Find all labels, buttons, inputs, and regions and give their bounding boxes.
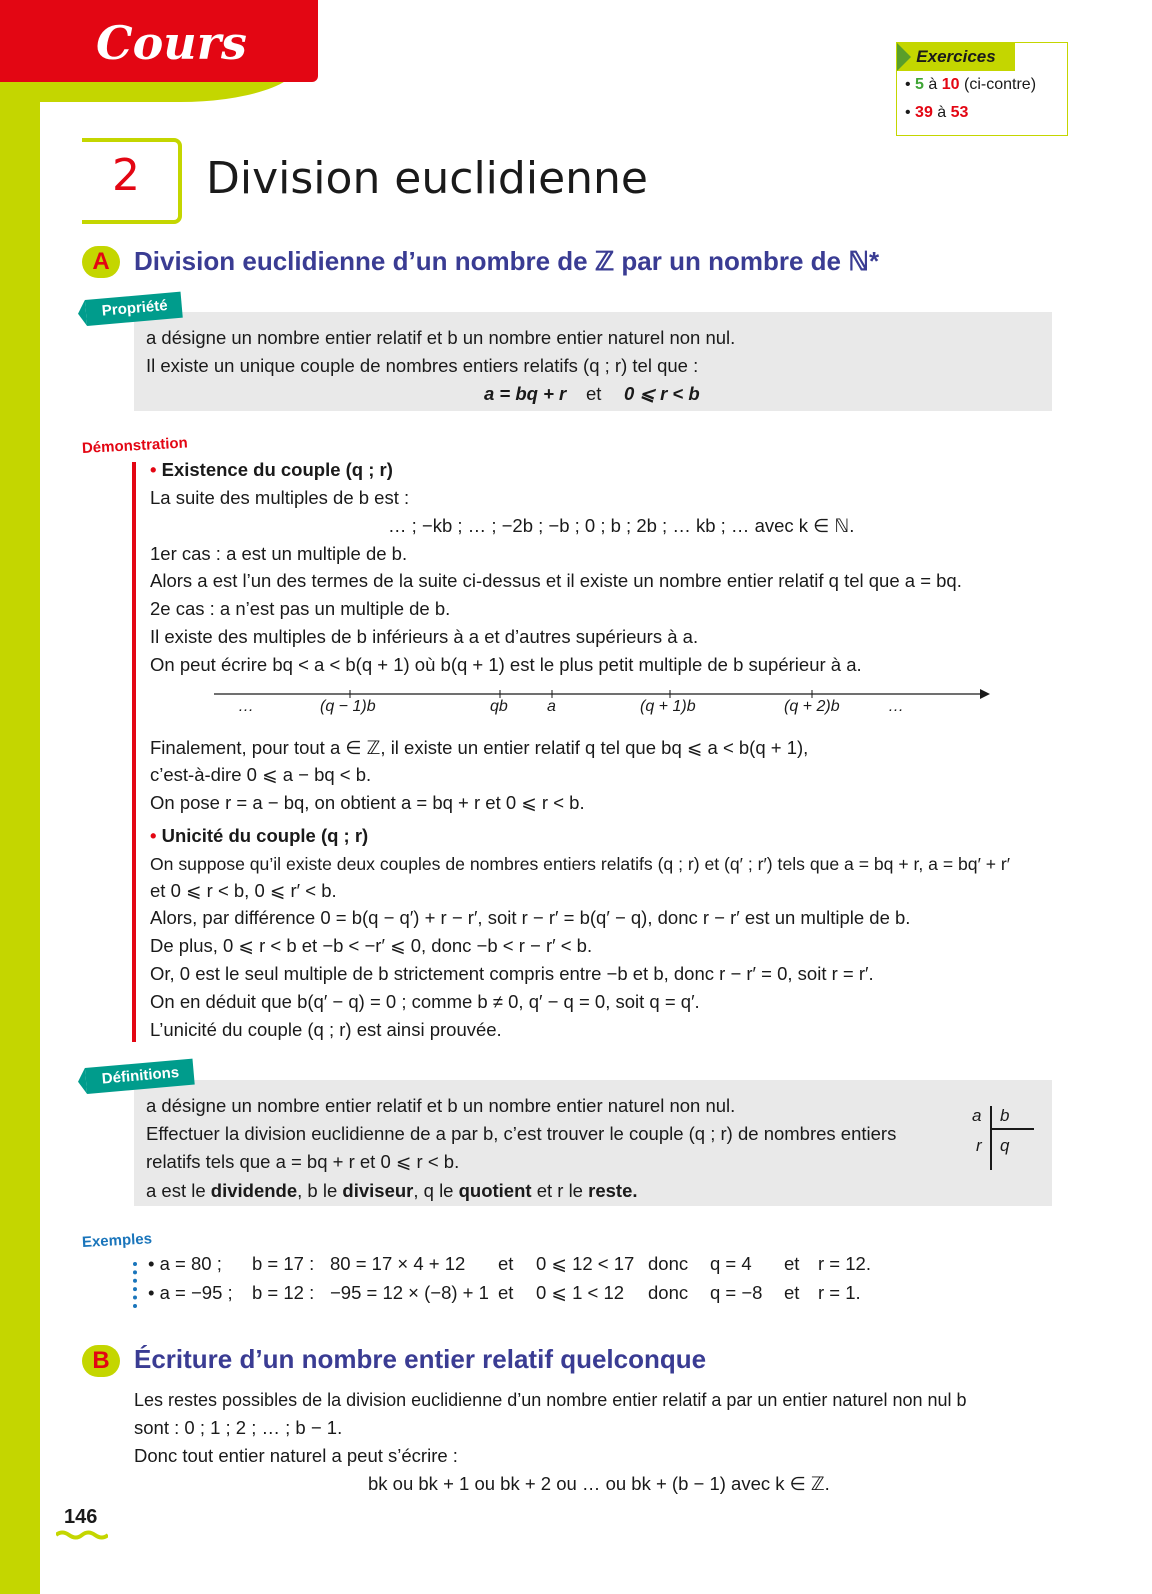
- ex1-et2: et: [784, 1253, 800, 1274]
- propriete-formula-right: 0 ⩽ r < b: [624, 383, 700, 404]
- axis-label-5: (q + 2)b: [784, 698, 840, 715]
- diagram-r: r: [976, 1136, 982, 1155]
- exercices-line-2[interactable]: • 39 à 53: [905, 104, 969, 121]
- part-b-line-3: Donc tout entier naturel a peut s’écrire :: [134, 1445, 458, 1466]
- definitions-line-4: a est le dividende, b le diviseur, q le quotient et r le reste.: [146, 1180, 638, 1201]
- left-margin-bar: [0, 0, 40, 1594]
- demo-line-a1: … ; −kb ; … ; −2b ; −b ; 0 ; b ; 2b ; … kb ; … avec k ∈ ℕ.: [388, 515, 855, 536]
- propriete-formula-mid: et: [586, 383, 602, 404]
- demo-line-c4: Or, 0 est le seul multiple de b strictement compris entre −b et b, donc r − r′ = 0, soit r = r′.: [150, 963, 874, 984]
- definitions-line-1: a désigne un nombre entier relatif et b un nombre entier naturel non nul.: [146, 1095, 736, 1116]
- part-b-line-2: sont : 0 ; 1 ; 2 ; … ; b − 1.: [134, 1417, 343, 1438]
- section-title: Division euclidienne: [206, 153, 648, 204]
- demo-line-a0: La suite des multiples de b est :: [150, 487, 410, 508]
- arrow-icon: [897, 43, 911, 71]
- axis-label-0: …: [238, 698, 254, 715]
- propriete-formula-left: a = bq + r: [484, 383, 567, 404]
- ex2-eq: −95 = 12 × (−8) + 1: [330, 1282, 489, 1303]
- demonstration-bar: [132, 462, 136, 1042]
- part-b-badge: B: [82, 1345, 120, 1377]
- section-number: 2: [112, 150, 140, 201]
- exemples-table: [148, 1250, 1048, 1310]
- ex1-eq: 80 = 17 × 4 + 12: [330, 1253, 466, 1274]
- ex2-a: • a = −95 ;: [148, 1282, 233, 1303]
- ex1-b: b = 17 :: [252, 1253, 315, 1274]
- propriete-line-2: Il existe un unique couple de nombres entiers relatifs (q ; r) tel que :: [146, 355, 699, 376]
- ex2-et2: et: [784, 1282, 800, 1303]
- exemples-dots: [133, 1262, 141, 1308]
- ex2-donc: donc: [648, 1282, 689, 1303]
- exercices-line-1[interactable]: • 5 à 10 (ci-contre): [905, 76, 1037, 93]
- demo-line-a3: Alors a est l’un des termes de la suite ci-dessus et il existe un nombre entier relatif q tel que a = bq.: [150, 570, 962, 591]
- ex2-r: r = 1.: [818, 1282, 861, 1303]
- demo-line-a5: Il existe des multiples de b inférieurs à a et d’autres supérieurs à a.: [150, 626, 699, 647]
- unicite-title: • Unicité du couple (q ; r): [150, 825, 369, 846]
- ex1-r: r = 12.: [818, 1253, 871, 1274]
- diagram-a: a: [972, 1106, 982, 1125]
- division-diagram: [966, 1104, 1036, 1172]
- ex2-ineq: 0 ⩽ 1 < 12: [536, 1282, 625, 1303]
- cours-label: Cours: [96, 16, 247, 70]
- ex1-et1: et: [498, 1253, 514, 1274]
- demo-line-c1: et 0 ⩽ r < b, 0 ⩽ r′ < b.: [150, 880, 337, 901]
- demonstration-tag: Démonstration: [81, 434, 189, 457]
- part-b-title: Écriture d’un nombre entier relatif quelconque: [134, 1344, 707, 1374]
- ex1-q: q = 4: [710, 1253, 752, 1274]
- exemples-tag: Exemples: [81, 1230, 153, 1251]
- axis-label-3: a: [547, 698, 556, 715]
- ex2-b: b = 12 :: [252, 1282, 315, 1303]
- demo-line-a6: On peut écrire bq < a < b(q + 1) où b(q + 1) est le plus petit multiple de b supérieur à a.: [150, 654, 862, 675]
- propriete-line-1: a désigne un nombre entier relatif et b un nombre entier naturel non nul.: [146, 327, 736, 348]
- demo-line-b0: Finalement, pour tout a ∈ ℤ, il existe un entier relatif q tel que bq ⩽ a < b(q + 1),: [150, 737, 809, 758]
- demo-line-b1: c’est-à-dire 0 ⩽ a − bq < b.: [150, 764, 372, 785]
- ex2-q: q = −8: [710, 1282, 763, 1303]
- page-wave-decoration: [56, 1530, 108, 1540]
- definitions-line-2: Effectuer la division euclidienne de a par b, c’est trouver le couple (q ; r) de nombres entiers: [146, 1123, 897, 1144]
- diagram-b: b: [1000, 1106, 1010, 1125]
- axis-label-6: …: [888, 698, 904, 715]
- demo-line-b2: On pose r = a − bq, on obtient a = bq + r et 0 ⩽ r < b.: [150, 792, 585, 813]
- existence-title: • Existence du couple (q ; r): [150, 459, 393, 480]
- definitions-tag: Définitions: [85, 1059, 194, 1094]
- propriete-tag: Propriété: [85, 292, 183, 326]
- demo-line-c3: De plus, 0 ⩽ r < b et −b < −r′ ⩽ 0, donc −b < r − r′ < b.: [150, 935, 593, 956]
- ex1-ineq: 0 ⩽ 12 < 17: [536, 1253, 635, 1274]
- exercices-box: [896, 42, 1068, 136]
- part-a-title: Division euclidienne d’un nombre de ℤ par un nombre de ℕ*: [134, 246, 880, 276]
- part-b-line-1: Les restes possibles de la division euclidienne d’un nombre entier relatif a par un entier naturel non nul b: [134, 1390, 967, 1410]
- exercices-title: Exercices: [897, 43, 1015, 71]
- demo-line-c6: L’unicité du couple (q ; r) est ainsi prouvée.: [150, 1019, 502, 1040]
- part-a-badge: A: [82, 246, 120, 278]
- page-number: 146: [64, 1506, 98, 1528]
- ex2-et1: et: [498, 1282, 514, 1303]
- ex1-donc: donc: [648, 1253, 689, 1274]
- axis-label-4: (q + 1)b: [640, 698, 696, 715]
- part-b-line-4: bk ou bk + 1 ou bk + 2 ou … ou bk + (b − 1) avec k ∈ ℤ.: [368, 1473, 830, 1494]
- demo-line-a2: 1er cas : a est un multiple de b.: [150, 543, 408, 564]
- demo-line-c5: On en déduit que b(q′ − q) = 0 ; comme b ≠ 0, q′ − q = 0, soit q = q′.: [150, 991, 700, 1012]
- demo-line-c2: Alors, par différence 0 = b(q − q′) + r − r′, soit r − r′ = b(q′ − q), donc r − r′ est un multiple de b.: [150, 907, 911, 928]
- diagram-q: q: [1000, 1136, 1010, 1155]
- definitions-line-3: relatifs tels que a = bq + r et 0 ⩽ r < b.: [146, 1151, 460, 1172]
- axis-label-1: (q − 1)b: [320, 698, 376, 715]
- demo-line-a4: 2e cas : a n’est pas un multiple de b.: [150, 598, 451, 619]
- ex1-a: • a = 80 ;: [148, 1253, 222, 1274]
- axis-label-2: qb: [490, 698, 508, 715]
- demo-line-c0: On suppose qu’il existe deux couples de nombres entiers relatifs (q ; r) et (q′ ; r′) tels que a = bq + r, a = bq′ + r′: [150, 854, 1011, 874]
